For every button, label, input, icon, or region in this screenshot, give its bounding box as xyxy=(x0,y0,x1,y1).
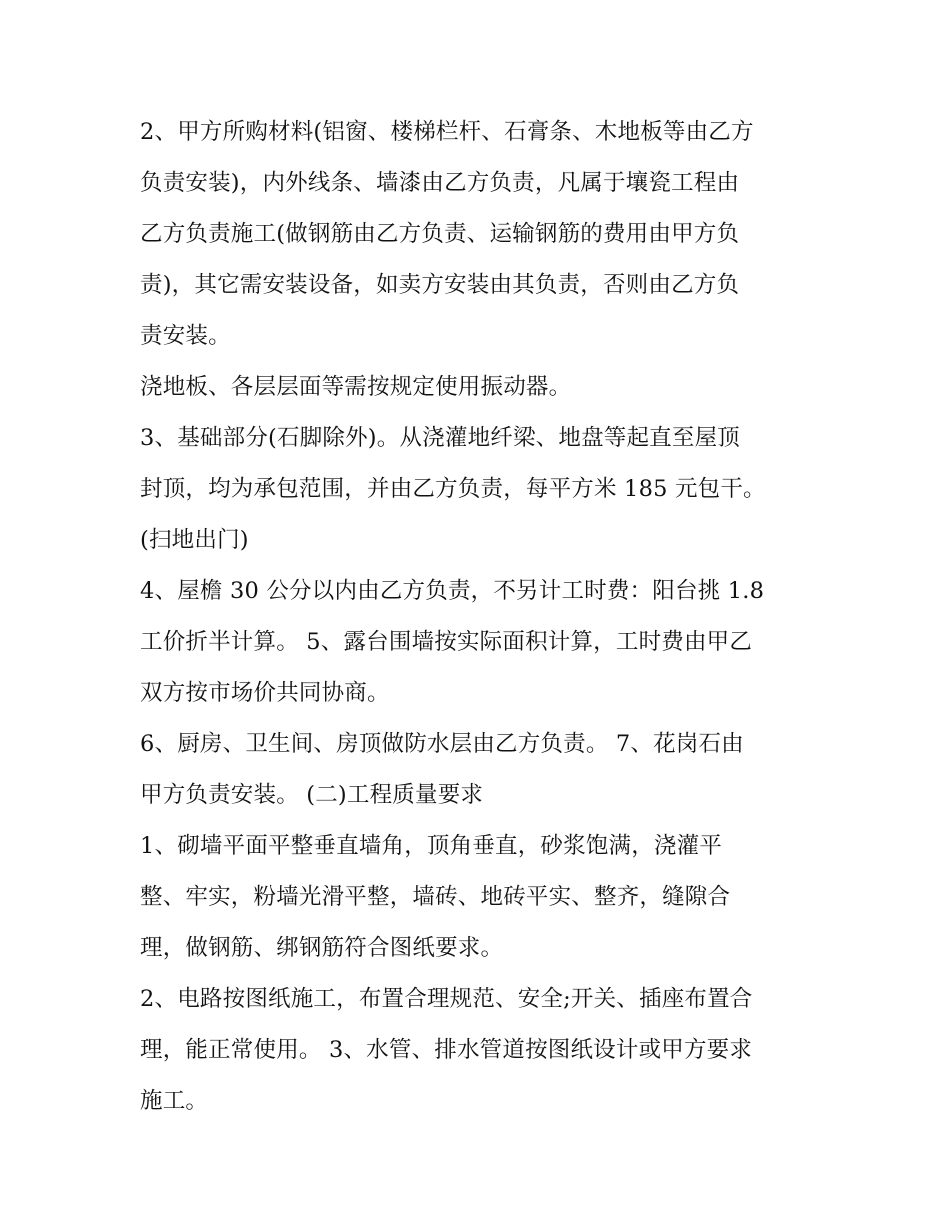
paragraph-vibrator-requirement xyxy=(140,362,810,413)
text-line: 整、牢实，粉墙光滑平整，墙砖、地砖平实、整齐，缝隙合 xyxy=(140,884,731,910)
text-line: 双方按市场价共同协商。 xyxy=(140,680,390,706)
text-line: 4、屋檐 30 公分以内由乙方负责，不另计工时费：阳台挑 1.8 xyxy=(140,578,765,604)
text-line: 6、厨房、卫生间、房顶做防水层由乙方负责。 7、花岗石由 xyxy=(140,731,744,757)
paragraph-foundation-scope xyxy=(140,413,810,566)
text-line: 理，做钢筋、绑钢筋符合图纸要求。 xyxy=(140,935,504,961)
paragraph-masonry-quality xyxy=(140,821,810,974)
text-line: 2、电路按图纸施工，布置合理规范、安全;开关、插座布置合 xyxy=(140,986,753,1012)
text-line: 甲方负责安装。 (二)工程质量要求 xyxy=(140,782,484,808)
text-line: 乙方负责施工(做钢筋由乙方负责、运输钢筋的费用由甲方负 xyxy=(140,221,740,247)
document-body xyxy=(140,107,810,1127)
text-line: 责安装。 xyxy=(140,323,231,349)
paragraph-waterproofing-granite xyxy=(140,719,810,821)
text-line: 封顶，均为承包范围，并由乙方负责，每平方米 185 元包干。 xyxy=(140,476,766,502)
text-line: 施工。 xyxy=(140,1088,209,1114)
text-line: (扫地出门) xyxy=(140,527,249,553)
text-line: 2、甲方所购材料(铝窗、楼梯栏杆、石膏条、木地板等由乙方 xyxy=(140,119,754,145)
text-line: 浇地板、各层层面等需按规定使用振动器。 xyxy=(140,374,572,400)
text-line: 理，能正常使用。 3、水管、排水管道按图纸设计或甲方要求 xyxy=(140,1037,753,1063)
text-line: 1、砌墙平面平整垂直墙角，顶角垂直，砂浆饱满，浇灌平 xyxy=(140,833,723,859)
paragraph-electrical-plumbing xyxy=(140,974,810,1127)
paragraph-materials-installation xyxy=(140,107,810,362)
paragraph-eaves-terrace xyxy=(140,566,810,719)
text-line: 工价折半计算。 5、露台围墙按实际面积计算，工时费由甲乙 xyxy=(140,629,753,655)
text-line: 负责安装)，内外线条、墙漆由乙方负责，凡属于壤瓷工程由 xyxy=(140,170,740,196)
text-line: 责)，其它需安装设备，如卖方安装由其负责，否则由乙方负 xyxy=(140,272,740,298)
text-line: 3、基础部分(石脚除外)。从浇灌地纤梁、地盘等起直至屋顶 xyxy=(140,425,740,451)
